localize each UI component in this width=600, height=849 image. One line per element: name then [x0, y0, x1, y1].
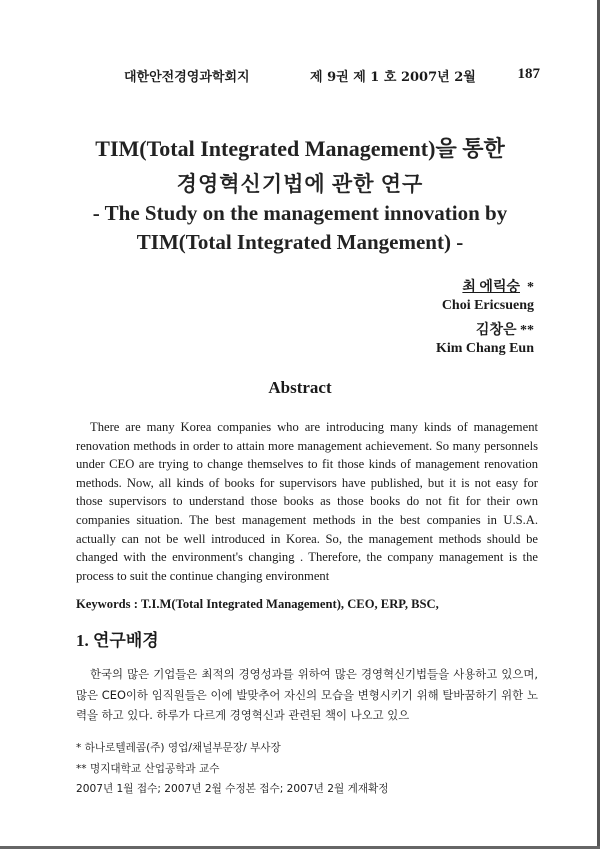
author1-english: Choi Ericsueng — [441, 298, 534, 313]
section-body: 한국의 많은 기업들은 최적의 경영성과를 위하여 많은 경영혁신기법들을 사용하고 있으며, 많은 CEO이하 임직원들은 이에 발맞추어 자신의 모습을 변형시키기 위해 탈바꿈하기 위한 노력을 하고 있다. 하루가 다르게 경영혁신과 관련된 책이 나오고 있으 — [76, 667, 538, 722]
title-line-4: TIM(Total Integrated Mangement) - — [136, 230, 464, 254]
abstract-body: There are many Korea companies who are introducing many kinds of management renovation methods in order to attain more management achievement. So many personnels under CEO are trying to change themselves to fit those kinds of management renovation methods. Now, all kinds of books for supervisors have published, but it is not easy for those supervisors to understand those books as those books do not fit for their own companies situation. The best management methods in the best companies in U.S.A. actually can not be well introduced in Korea. So, the management methods should be changed with the environment's changing . Therefore, the company management is the process to suit the continue changing environment — [76, 420, 538, 583]
footnote-3: 2007년 1월 접수; 2007년 2월 수정본 접수; 2007년 2월 게재확정 — [76, 783, 389, 795]
author2-footnote-mark: ** — [520, 323, 534, 338]
author1-korean-name: 최 에릭숭 — [462, 280, 520, 295]
page-number: 187 — [517, 66, 540, 82]
keywords: Keywords : T.I.M(Total Integrated Management), CEO, ERP, BSC, — [76, 597, 439, 611]
footnotes — [76, 738, 546, 800]
section-heading: 1. 연구배경 — [76, 631, 159, 650]
running-head — [80, 66, 540, 86]
abstract-heading: Abstract — [268, 378, 332, 397]
author1-korean — [462, 276, 534, 296]
author2-english: Kim Chang Eun — [435, 341, 534, 356]
author2-korean-name: 김창은 — [475, 323, 517, 338]
issue-info: 제 9권 제 1 호 2007년 2월 — [310, 70, 476, 85]
footnote-1: * 하나로텔레콤(주) 영업/채널부문장/ 부사장 — [76, 742, 281, 754]
author2-korean — [476, 319, 534, 339]
title-line-1: TIM(Total Integrated Management)을 통한 — [95, 136, 505, 161]
journal-name: 대한안전경영과학회지 — [124, 70, 250, 85]
title-line-2: 경영혁신기법에 관한 연구 — [176, 172, 424, 196]
author1-footnote-mark: * — [527, 280, 534, 295]
title-line-3: - The Study on the management innovation by — [92, 201, 508, 225]
footnote-2: ** 명지대학교 산업공학과 교수 — [76, 762, 220, 775]
